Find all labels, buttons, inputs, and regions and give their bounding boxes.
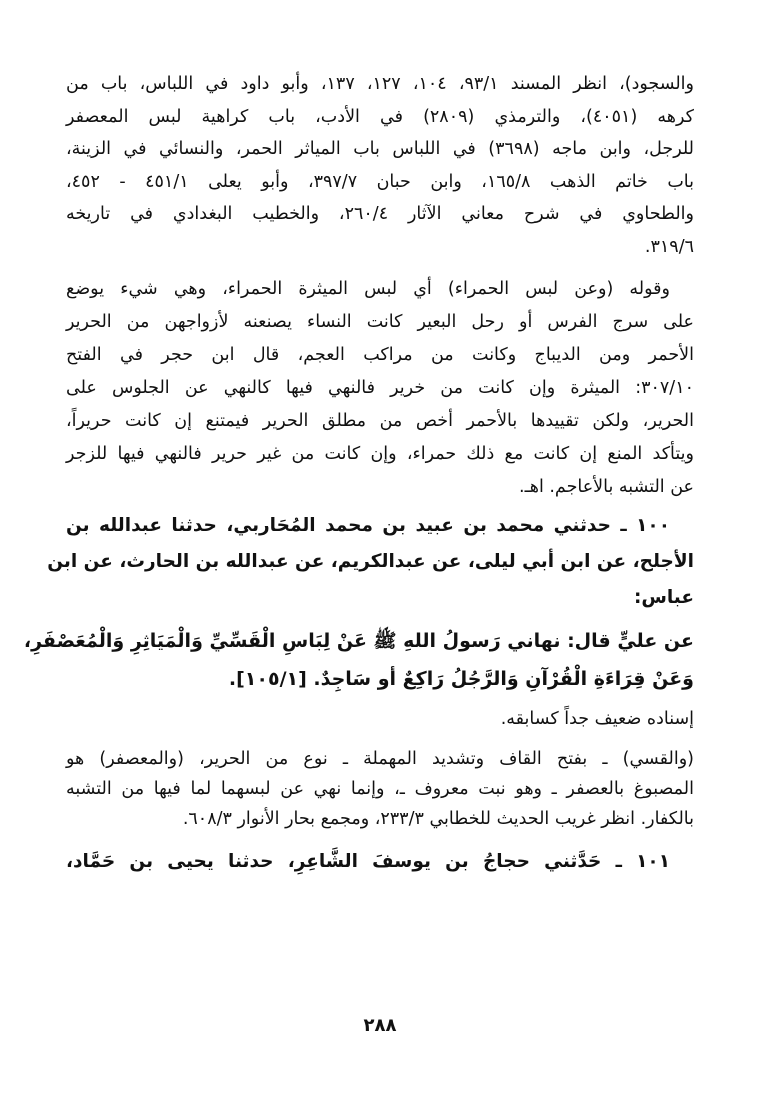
- page-number: ٢٨٨: [363, 1015, 397, 1036]
- matn-line: عن عليٍّ قال: نهاني رَسولُ اللهِ ﷺ عَنْ لِبَاسِ الْقَسِّيِّ وَالْمَيَاثِرِ وَالْمُعَصْفَرِ،: [23, 630, 694, 652]
- commentary-line: الأحمر ومن الديباج وكانت من مراكب العجم، قال ابن حجر في الفتح: [66, 345, 694, 365]
- matn-line: وَعَنْ قِرَاءَةِ الْقُرْآنِ وَالرَّجُلُ رَاكِعٌ أو سَاجِدٌ. [١٠٥/١].: [228, 668, 694, 690]
- footnote-line: للرجل، وابن ماجه (٣٦٩٨) في اللباس باب المياثر الحمر، والنسائي في الزينة،: [66, 139, 695, 159]
- note-line: بالكفار. انظر غريب الحديث للخطابي ٢٣٣/٣، ومجمع بحار الأنوار ٦٠٨/٣.: [182, 809, 694, 829]
- commentary-line: الحرير، ولكن تقييدها بالأحمر أخص من مطلق الحرير فيمتنع إن كانت حريراً،: [66, 411, 694, 431]
- footnote-line: ٣١٩/٦.: [644, 236, 694, 257]
- isnad-line: ١٠١ ـ حَدَّثني حجاجُ بن يوسفَ الشَّاعِرِ، حدثنا يحيى بن حَمَّاد،: [66, 851, 670, 872]
- commentary-line: ويتأكد المنع إن كانت مع ذلك حمراء، وإن كانت من غير حرير فالنهي فيها للزجر: [66, 444, 694, 464]
- hadith-100-matn: [23, 622, 694, 698]
- footnote-line: باب خاتم الذهب ١٦٥/٨، وابن حبان ٣٩٧/٧، وأبو يعلى ٤٥١/١ - ٤٥٢،: [66, 171, 694, 192]
- footnote-line: والطحاوي في شرح معاني الآثار ٢٦٠/٤، والخطيب البغدادي في تاريخه: [66, 204, 694, 224]
- hadith-100-isnad: [47, 508, 694, 616]
- commentary-line: وقوله (وعن لبس الحمراء) أي لبس الميثرة الحمراء، وهي شيء يوضع: [66, 279, 670, 299]
- commentary-line: عن التشبه بالأعاجم. اهـ.: [519, 477, 694, 497]
- footnote-continuation: [66, 68, 694, 263]
- commentary-line: على سرج الفرس أو رحل البعير كانت النساء يصنعنه لأزواجهن من الحرير: [66, 312, 694, 332]
- note-line: (والقسي) ـ بفتح القاف وتشديد المهملة ـ نوع من الحرير، (والمعصفر) هو: [66, 749, 694, 769]
- isnad-line: الأجلح، عن ابن أبي ليلى، عن عبدالكريم، عن عبدالله بن الحارث، عن ابن: [47, 551, 694, 572]
- footnote-line: والسجود)، انظر المسند ٩٣/١، ١٠٤، ١٢٧، ١٣٧، وأبو داود في اللباس، باب من: [66, 74, 694, 94]
- note-line: المصبوغ بالعصفر ـ وهو نبت معروف ـ، وإنما نهي عن لبسهما لما فيها من التشبه: [66, 779, 694, 799]
- hadith-101-isnad: [66, 844, 694, 880]
- commentary-paragraph: [66, 273, 694, 504]
- footnote-line: كرهه (٤٠٥١)، والترمذي (٢٨٠٩) في الأدب، باب كراهية لبس المعصفر: [66, 106, 694, 127]
- hadith-100-grading: إسناده ضعيف جداً كسابقه.: [500, 709, 694, 729]
- isnad-line: ١٠٠ ـ حدثني محمد بن عبيد بن محمد المُحَاربي، حدثنا عبدالله بن: [66, 515, 670, 536]
- isnad-line: عباس:: [633, 587, 694, 608]
- commentary-line: ٣٠٧/١٠: الميثرة وإن كانت من خرير فالنهي فيها كالنهي عن الجلوس على: [66, 378, 694, 398]
- hadith-100-notes: [66, 744, 694, 834]
